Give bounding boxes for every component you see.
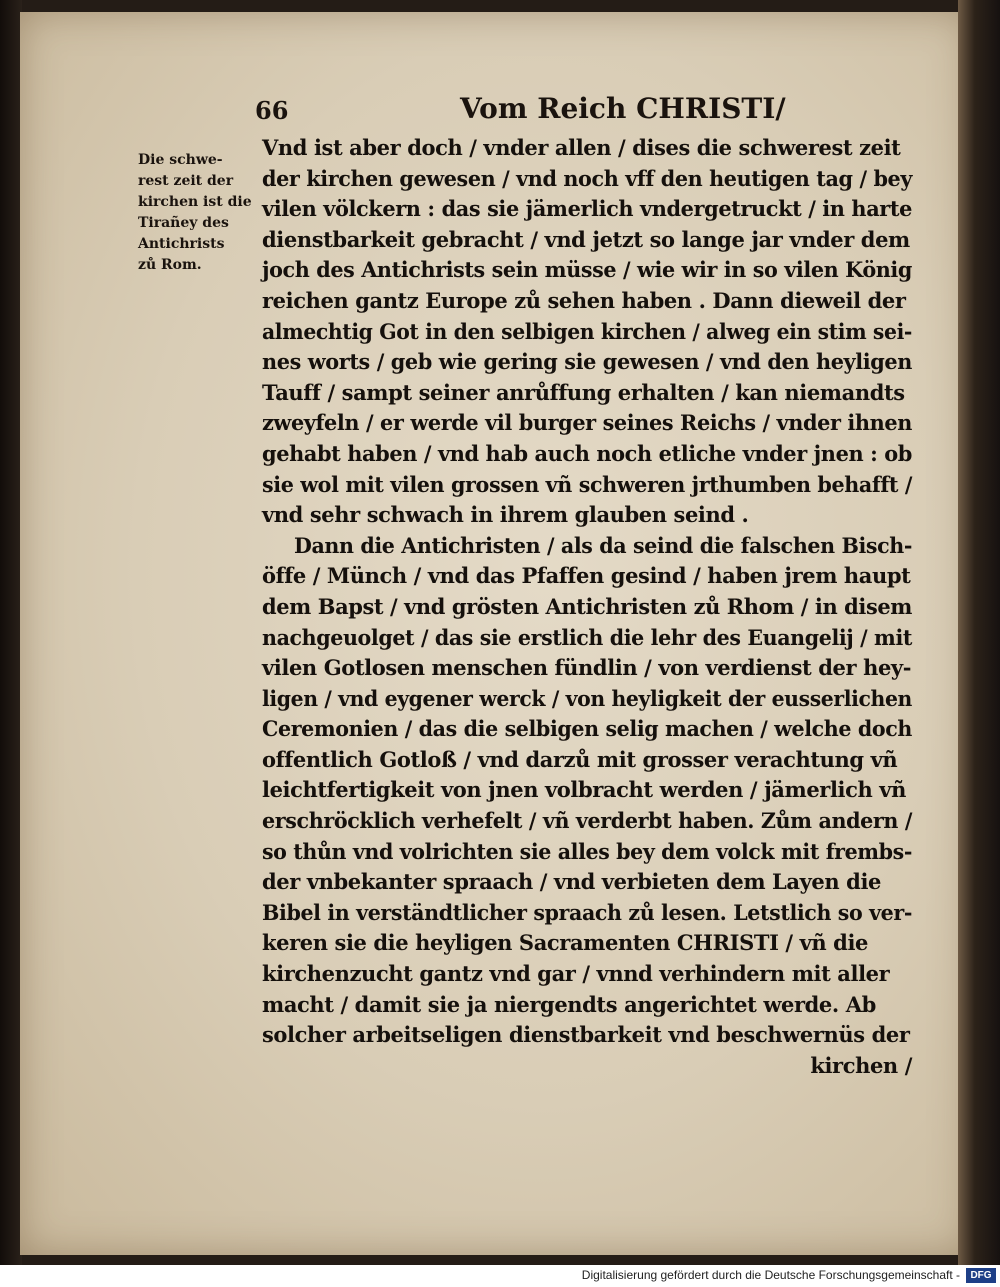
margin-note-line: Die schwe- — [138, 152, 223, 168]
digitization-footer — [0, 1265, 1000, 1287]
margin-note-line: kirchen ist die — [138, 194, 252, 210]
margin-note-line: zů Rom. — [138, 257, 202, 273]
text-line: keren sie die heyligen Sacramenten CHRISTI / vñ die — [262, 930, 868, 956]
text-line: nes worts / geb wie gering sie gewesen / vnd den heyligen — [262, 349, 912, 375]
margin-note-line: Antichrists — [138, 236, 225, 252]
text-line: offentlich Gotloß / vnd darzů mit grosser verachtung vñ — [262, 746, 898, 772]
text-line: nachgeuolget / das sie erstlich die lehr des Euangelij / mit — [262, 624, 912, 650]
text-line: vnd sehr schwach in ihrem glauben seind . — [262, 502, 749, 528]
text-line: Bibel in verständtlicher spraach zů lesen. Letstlich so ver- — [262, 899, 912, 925]
text-line: reichen gantz Europe zů sehen haben . Dann dieweil der — [262, 287, 906, 313]
page-number: 66 — [255, 96, 289, 125]
text-line: macht / damit sie ja niergendts angerichtet werde. Ab — [262, 991, 876, 1017]
dfg-logo: DFG — [966, 1268, 996, 1283]
text-line: der kirchen gewesen / vnd noch vff den heutigen tag / bey — [262, 165, 912, 191]
text-line: Ceremonien / das die selbigen selig machen / welche doch — [262, 716, 912, 742]
page-gutter — [958, 0, 1000, 1265]
catchword: kirchen / — [810, 1052, 912, 1078]
binding-shadow — [0, 0, 22, 1265]
margin-note — [138, 150, 252, 276]
text-line: vilen Gotlosen menschen fündlin / von verdienst der hey- — [262, 655, 912, 681]
text-line: dienstbarkeit gebracht / vnd jetzt so lange jar vnder dem — [262, 226, 910, 252]
text-line: almechtig Got in den selbigen kirchen / alweg ein stim sei- — [262, 318, 912, 344]
text-line: Vnd ist aber doch / vnder allen / dises die schwerest zeit — [262, 135, 901, 160]
text-line: dem Bapst / vnd grösten Antichristen zů Rhom / in disem — [262, 593, 912, 619]
page-header — [255, 92, 815, 132]
text-line: Dann die Antichristen / als da seind die falschen Bisch- — [294, 532, 912, 558]
text-line: vilen völckern : das sie jämerlich vndergetruckt / in harte — [262, 196, 912, 222]
text-line: joch des Antichrists sein müsse / wie wir in so vilen König — [262, 257, 912, 283]
text-line: ligen / vnd eygener werck / von heyligkeit der eusserlichen — [262, 685, 912, 711]
text-line: sie wol mit vilen grossen vñ schweren jrthumben behafft / — [262, 471, 912, 497]
funding-credit: Digitalisierung gefördert durch die Deutsche Forschungsgemeinschaft - — [581, 1268, 960, 1282]
margin-note-line: Tirañey des — [138, 215, 229, 231]
text-line: so thůn vnd volrichten sie alles bey dem volck mit frembs- — [262, 838, 912, 864]
text-line: leichtfertigkeit von jnen volbracht werden / jämerlich vñ — [262, 777, 906, 803]
text-line: gehabt haben / vnd hab auch noch etliche vnder jnen : ob — [262, 440, 912, 466]
running-head: Vom Reich CHRISTI/ — [460, 92, 786, 125]
text-line: der vnbekanter spraach / vnd verbieten dem Layen die — [262, 869, 881, 895]
text-line: erschröcklich verhefelt / vñ verderbt haben. Zům andern / — [262, 808, 912, 834]
text-line: solcher arbeitseligen dienstbarkeit vnd beschwernüs der — [262, 1022, 910, 1048]
text-line: Tauff / sampt seiner anrůffung erhalten / kan niemandts — [262, 379, 905, 405]
text-line: öffe / Münch / vnd das Pfaffen gesind / haben jrem haupt — [262, 563, 911, 589]
text-line: kirchenzucht gantz vnd gar / vnnd verhindern mit aller — [262, 961, 890, 987]
margin-note-line: rest zeit der — [138, 173, 234, 189]
text-line: zweyfeln / er werde vil burger seines Reichs / vnder ihnen — [262, 410, 912, 436]
body-text — [262, 133, 912, 1081]
